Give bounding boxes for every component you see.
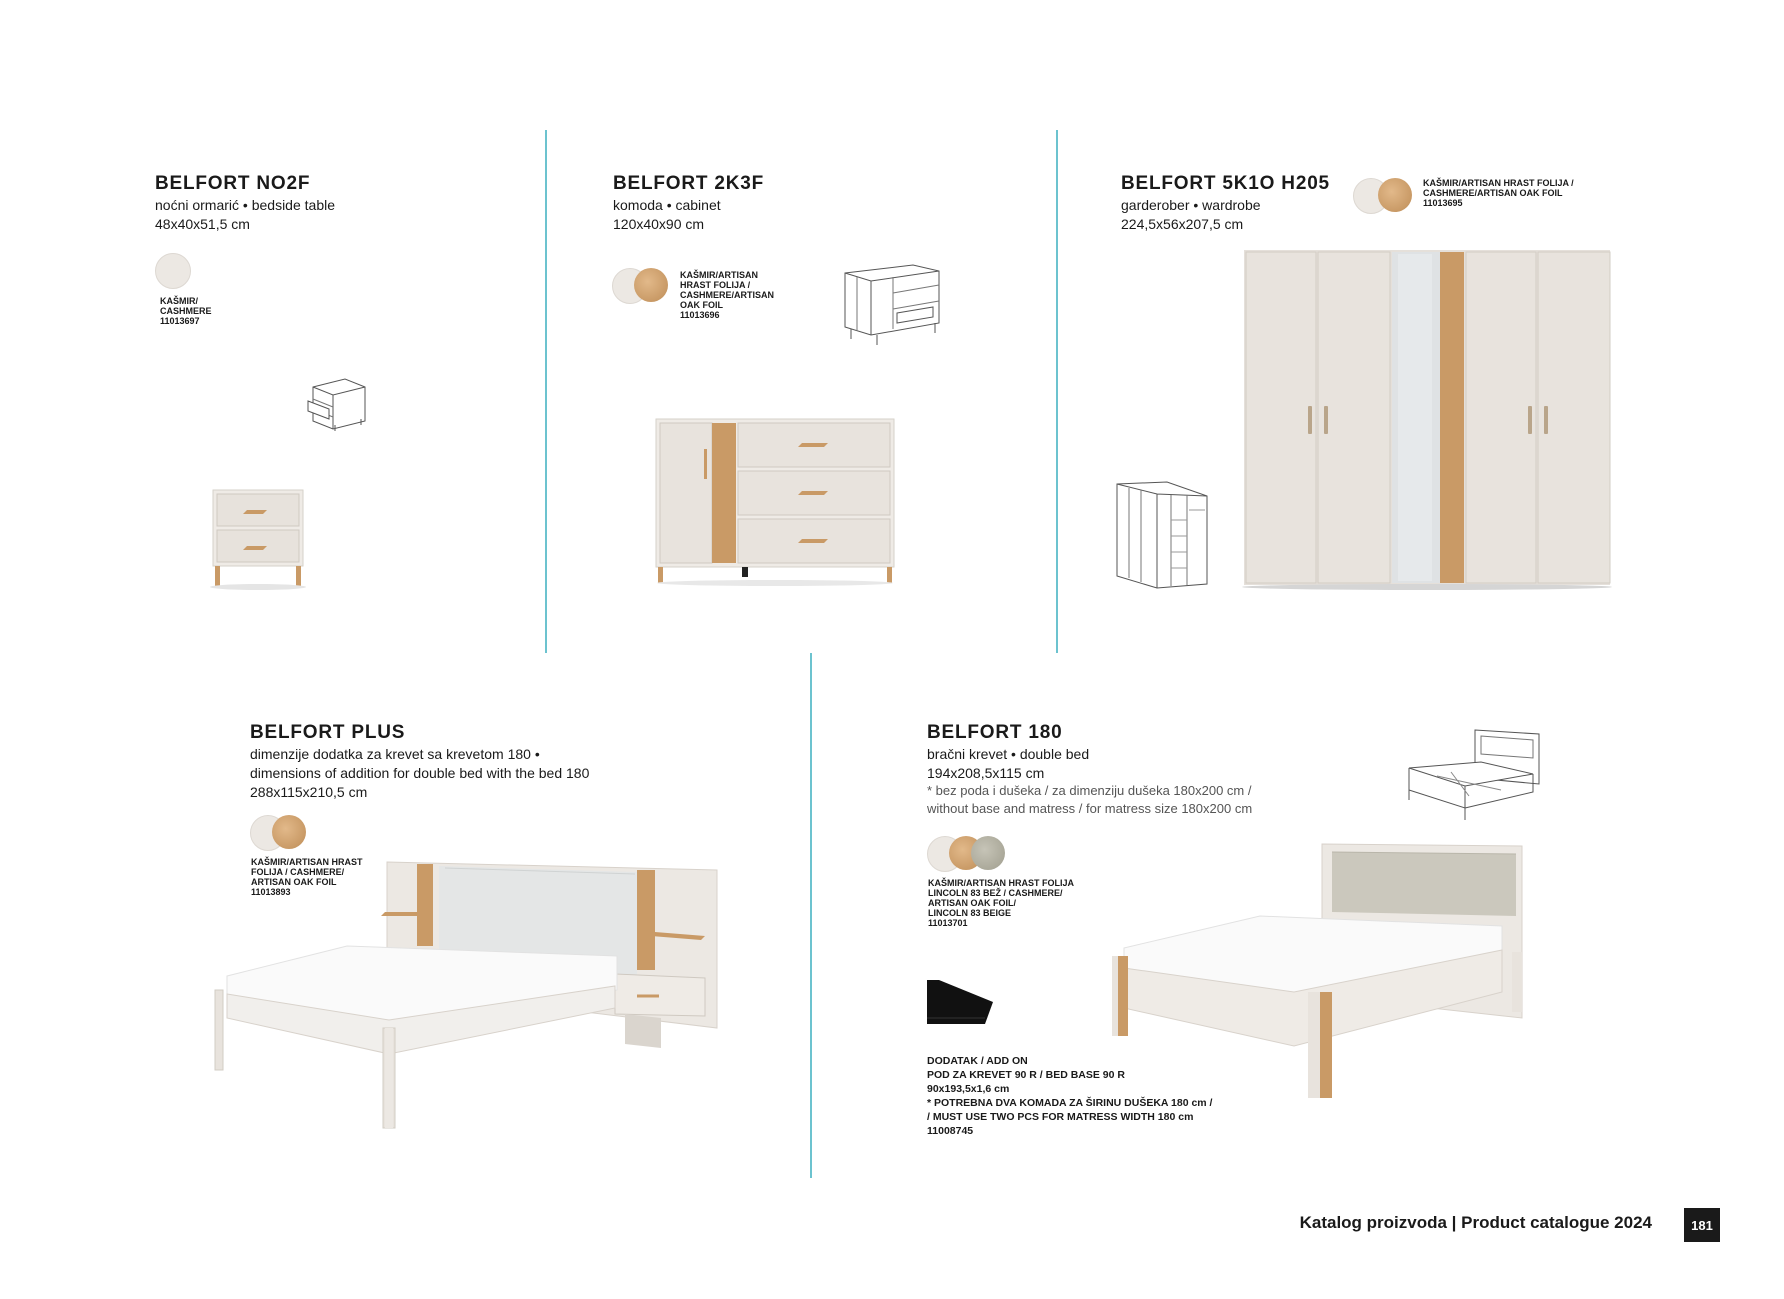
- addon-line: DODATAK / ADD ON: [927, 1055, 1028, 1067]
- finish-line: 11013893: [251, 887, 291, 897]
- addon-line: / MUST USE TWO PCS FOR MATRESS WIDTH 180 cm: [927, 1111, 1194, 1123]
- swatch-artisan-oak: [1378, 178, 1412, 212]
- divider-top-left: [545, 130, 547, 653]
- addon-line: 90x193,5x1,6 cm: [927, 1083, 1010, 1095]
- finish-line: 11013697: [160, 316, 200, 326]
- finish-line: KAŠMIR/ARTISAN HRAST: [251, 857, 363, 867]
- product-note: * bez poda i dušeka / za dimenziju dušeka 180x200 cm /: [927, 783, 1252, 798]
- cabinet-outline-image: [843, 263, 943, 347]
- product-dimensions: 48x40x51,5 cm: [155, 216, 250, 232]
- finish-line: CASHMERE: [160, 306, 212, 316]
- product-dimensions: 120x40x90 cm: [613, 216, 705, 232]
- finish-line: CASHMERE/ARTISAN: [680, 290, 775, 300]
- wardrobe-image: [1240, 248, 1615, 593]
- finish-line: FOLIJA / CASHMERE/: [251, 867, 345, 877]
- addon-line: POD ZA KREVET 90 R / BED BASE 90 R: [927, 1069, 1125, 1081]
- finish-line: KAŠMIR/ARTISAN: [680, 270, 758, 280]
- double-bed-outline-image: [1405, 728, 1543, 822]
- divider-bottom: [810, 653, 812, 1178]
- double-bed-image: [1110, 840, 1530, 1105]
- footer-catalogue-title: Katalog proizvoda | Product catalogue 2024: [1299, 1213, 1652, 1232]
- finish-line: HRAST FOLIJA /: [680, 280, 751, 290]
- finish-line: ARTISAN OAK FOIL: [251, 877, 337, 887]
- finish-line: ARTISAN OAK FOIL/: [928, 898, 1016, 908]
- product-subtitle: bračni krevet • double bed: [927, 746, 1090, 762]
- finish-line: CASHMERE/ARTISAN OAK FOIL: [1423, 188, 1563, 198]
- product-subtitle: garderober • wardrobe: [1121, 197, 1261, 213]
- product-dimensions: 224,5x56x207,5 cm: [1121, 216, 1244, 232]
- product-subtitle: dimensions of addition for double bed with the bed 180: [250, 765, 590, 781]
- addon-line: * POTREBNA DVA KOMADA ZA ŠIRINU DUŠEKA 180 cm /: [927, 1097, 1213, 1109]
- finish-line: KAŠMIR/: [160, 296, 198, 306]
- cabinet-image: [650, 415, 900, 587]
- product-title: BELFORT 180: [927, 722, 1063, 743]
- addon-line: 11008745: [927, 1125, 974, 1137]
- finish-line: KAŠMIR/ARTISAN HRAST FOLIJA: [928, 878, 1074, 888]
- finish-line: LINCOLN 83 BEIGE: [928, 908, 1012, 918]
- divider-top-right: [1056, 130, 1058, 653]
- finish-line: 11013701: [928, 918, 968, 928]
- finish-line: 11013695: [1423, 198, 1463, 208]
- swatch-artisan-oak: [634, 268, 668, 302]
- wardrobe-outline-image: [1115, 480, 1210, 590]
- finish-line: KAŠMIR/ARTISAN HRAST FOLIJA /: [1423, 178, 1574, 188]
- product-title: BELFORT 2K3F: [613, 173, 765, 194]
- product-subtitle: noćni ormarić • bedside table: [155, 197, 335, 213]
- swatch-cashmere: [155, 253, 191, 289]
- product-title: BELFORT PLUS: [250, 722, 406, 743]
- finish-line: OAK FOIL: [680, 300, 723, 310]
- swatch-lincoln-beige: [971, 836, 1005, 870]
- product-note: without base and matress / for matress size 180x200 cm: [927, 801, 1253, 816]
- bed-base-addon-image: [925, 978, 995, 1026]
- bedside-table-outline-image: [305, 375, 367, 431]
- page-number: 181: [1684, 1208, 1720, 1242]
- product-title: BELFORT NO2F: [155, 173, 311, 194]
- product-dimensions: 194x208,5x115 cm: [927, 765, 1045, 781]
- finish-line: LINCOLN 83 BEŽ / CASHMERE/: [928, 888, 1063, 898]
- swatch-artisan-oak: [272, 815, 306, 849]
- bed-with-addition-image: [205, 858, 725, 1138]
- product-dimensions: 288x115x210,5 cm: [250, 784, 368, 800]
- product-subtitle: dimenzije dodatka za krevet sa krevetom 180 •: [250, 746, 540, 762]
- product-subtitle: komoda • cabinet: [613, 197, 721, 213]
- product-title: BELFORT 5K1O H205: [1121, 173, 1330, 194]
- bedside-table-image: [205, 480, 310, 590]
- finish-line: 11013696: [680, 310, 720, 320]
